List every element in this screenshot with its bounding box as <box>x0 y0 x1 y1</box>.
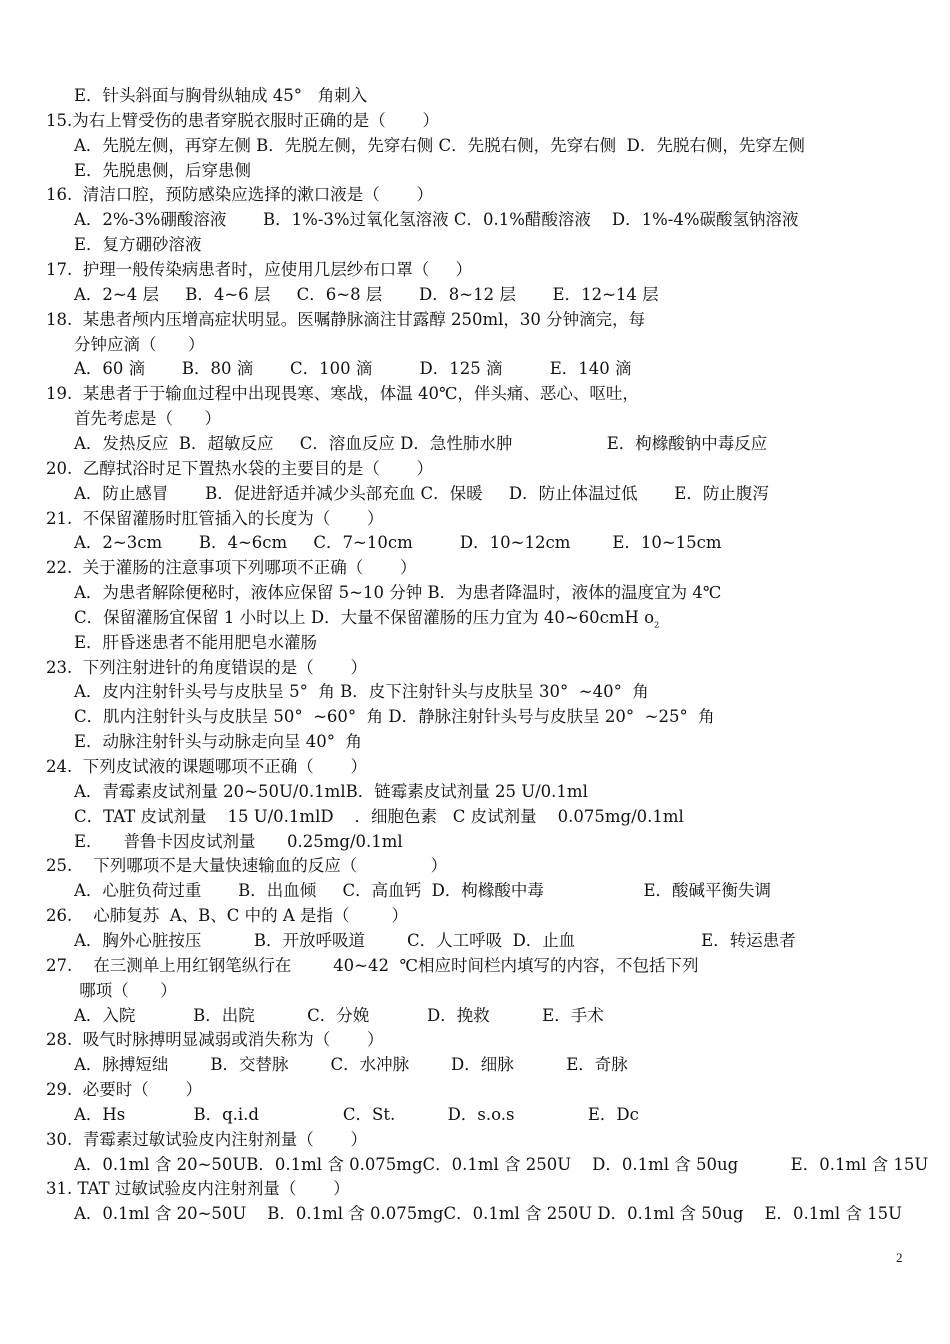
option-line <box>74 1155 928 1175</box>
question-line <box>46 185 433 205</box>
option-line <box>74 583 721 603</box>
line-text: A．防止感冒 B．促进舒适并减少头部充血 C．保暖 D．防止体温过低 E．防止腹泻 <box>74 483 769 503</box>
question-line <box>46 1130 367 1150</box>
option-line <box>74 981 177 1001</box>
question-line <box>46 956 698 976</box>
subscript: 2 <box>654 620 660 630</box>
line-text: 23. 下列注射进针的角度错误的是（ ） <box>46 657 367 677</box>
option-line <box>74 136 805 156</box>
option-line <box>74 1006 604 1026</box>
option-line <box>74 782 588 802</box>
page-number: 2 <box>896 1250 903 1265</box>
line-text: 28. 吸气时脉搏明显减弱或消失称为（ ） <box>46 1030 384 1050</box>
line-text: 19. 某患者于于输血过程中出现畏寒、寒战，体温 40℃，伴头痛、恶心、呕吐， <box>46 384 639 404</box>
line-text: 哪项（ ） <box>74 980 177 1000</box>
question-line <box>46 459 433 479</box>
line-text: 31. TAT 过敏试验皮内注射剂量（ ） <box>46 1179 350 1199</box>
line-text: A．0.1ml 含 20~50U B．0.1ml 含 0.075mgC．0.1ml 含 250U D．0.1ml 含 50ug E．0.1ml 含 15U <box>74 1204 903 1224</box>
option-line <box>74 161 251 181</box>
option-line <box>74 931 796 951</box>
line-text: A．60 滴 B．80 滴 C．100 滴 D．125 滴 E．140 滴 <box>74 359 632 379</box>
option-line <box>74 86 367 106</box>
option-line <box>74 1105 639 1125</box>
line-text: C．TAT 皮试剂量 15 U/0.1mlD ．细胞色素 C 皮试剂量 0.075mg/0.1ml <box>74 806 684 826</box>
option-line <box>74 1055 628 1075</box>
option-line <box>74 732 362 752</box>
line-text: A．入院 B．出院 C．分娩 D．挽救 E．手术 <box>74 1005 604 1025</box>
line-text: A．发热反应 B．超敏反应 C．溶血反应 D．急性肺水肿 E．枸橼酸钠中毒反应 <box>74 433 768 453</box>
question-line <box>46 856 447 876</box>
line-text: A．0.1ml 含 20~50UB．0.1ml 含 0.075mgC．0.1ml 含 250U D．0.1ml 含 50ug E．0.1ml 含 15U <box>74 1154 929 1174</box>
question-line <box>46 906 408 926</box>
option-line <box>74 633 317 653</box>
line-text: 18. 某患者颅内压增高症状明显。医嘱静脉滴注甘露醇 250ml，30 分钟滴完，每 <box>46 309 646 329</box>
question-line <box>46 1179 350 1199</box>
line-text: E．动脉注射针头与动脉走向呈 40° 角 <box>74 732 363 752</box>
line-text: E．先脱患侧，后穿患侧 <box>74 160 252 180</box>
line-text: 15.为右上臂受伤的患者穿脱衣服时正确的是（ ） <box>46 110 439 130</box>
line-text: 29. 必要时（ ） <box>46 1080 202 1099</box>
line-text: 分钟应滴（ ） <box>74 334 205 354</box>
line-text: 20. 乙醇拭浴时足下置热水袋的主要目的是（ ） <box>46 458 433 478</box>
question-line <box>46 558 416 578</box>
option-line <box>74 409 221 429</box>
option-line <box>74 434 767 454</box>
line-text: E．针头斜面与胸骨纵轴成 45° 角刺入 <box>74 86 368 105</box>
line-text: A．2%-3%硼酸溶液 B．1%-3%过氧化氢溶液 C．0.1%醋酸溶液 D．1%-4%碳酸氢钠溶液 <box>74 210 799 230</box>
line-text: 16. 清洁口腔，预防感染应选择的漱口液是（ ） <box>46 185 433 205</box>
line-text: A．为患者解除便秘时，液体应保留 5~10 分钟 B．为患者降温时，液体的温度宜为 4℃ <box>74 583 722 602</box>
option-line <box>74 335 204 355</box>
option-line <box>74 285 659 305</box>
question-line <box>46 658 367 678</box>
line-text: 22. 关于灌肠的注意事项下列哪项不正确（ ） <box>46 558 417 578</box>
line-text: A．青霉素皮试剂量 20~50U/0.1mlB．链霉素皮试剂量 25 U/0.1ml <box>74 781 588 801</box>
line-text: 首先考虑是（ ） <box>74 409 221 429</box>
option-line <box>74 235 202 255</box>
option-line <box>74 807 684 827</box>
option-line <box>74 359 631 379</box>
line-text: A．先脱左侧，再穿左侧 B．先脱左侧，先穿右侧 C．先脱右侧，先穿右侧 D．先脱右侧，先穿左侧 <box>74 135 805 155</box>
option-line <box>74 608 659 628</box>
line-text: E．肝昏迷患者不能用肥皂水灌肠 <box>74 632 318 652</box>
line-text: 25. 下列哪项不是大量快速输血的反应（ ） <box>46 856 448 876</box>
line-text: 30. 青霉素过敏试验皮内注射剂量（ ） <box>46 1129 367 1149</box>
line-text: A．脉搏短绌 B．交替脉 C．水冲脉 D．细脉 E．奇脉 <box>74 1055 628 1075</box>
question-line <box>46 310 645 330</box>
option-line <box>74 707 715 727</box>
option-line <box>74 484 769 504</box>
line-text: 26. 心肺复苏 A、B、C 中的 A 是指（ ） <box>46 906 408 926</box>
line-text: C．肌内注射针头与皮肤呈 50° ~60° 角 D．静脉注射针头号与皮肤呈 20° ~25° 角 <box>74 707 715 727</box>
line-text: C．保留灌肠宜保留 1 小时以上 D．大量不保留灌肠的压力宜为 40~60cmH o <box>74 607 655 627</box>
question-line <box>46 509 383 529</box>
line-text: A．Hs B．q.i.d C．St. D．s.o.s E．Dc <box>74 1104 639 1124</box>
line-text: A．胸外心脏按压 B．开放呼吸道 C．人工呼吸 D．止血 E．转运患者 <box>74 930 796 950</box>
question-line <box>46 384 639 404</box>
question-line <box>46 1080 202 1100</box>
line-text: A．皮内注射针头号与皮肤呈 5° 角 B．皮下注射针头与皮肤呈 30° ~40° 角 <box>74 682 649 702</box>
option-line <box>74 533 722 553</box>
line-text: A．2~4 层 B．4~6 层 C．6~8 层 D．8~12 层 E．12~14 层 <box>74 284 659 304</box>
line-text: E．复方硼砂溶液 <box>74 235 202 255</box>
option-line <box>74 210 799 230</box>
line-text: A．2~3cm B．4~6cm C．7~10cm D．10~12cm E．10~15cm <box>74 533 722 553</box>
question-line <box>46 757 367 777</box>
line-text: 24. 下列皮试液的课题哪项不正确（ ） <box>46 757 367 776</box>
line-text: 21. 不保留灌肠时肛管插入的长度为（ ） <box>46 508 384 528</box>
line-text: 27. 在三测单上用红钢笔纵行在 40~42 ℃相应时间栏内填写的内容，不包括下列 <box>46 955 699 975</box>
line-text: E． 普鲁卡因皮试剂量 0.25mg/0.1ml <box>74 831 403 851</box>
question-line <box>46 111 439 131</box>
option-line <box>74 1204 902 1224</box>
line-text: 17. 护理一般传染病患者时，应使用几层纱布口罩（ ） <box>46 260 472 279</box>
question-line <box>46 260 472 280</box>
option-line <box>74 881 771 901</box>
question-line <box>46 1030 383 1050</box>
option-line <box>74 682 649 702</box>
option-line <box>74 832 403 852</box>
line-text: A．心脏负荷过重 B．出血倾 C．高血钙 D．枸橼酸中毒 E．酸碱平衡失调 <box>74 881 772 901</box>
